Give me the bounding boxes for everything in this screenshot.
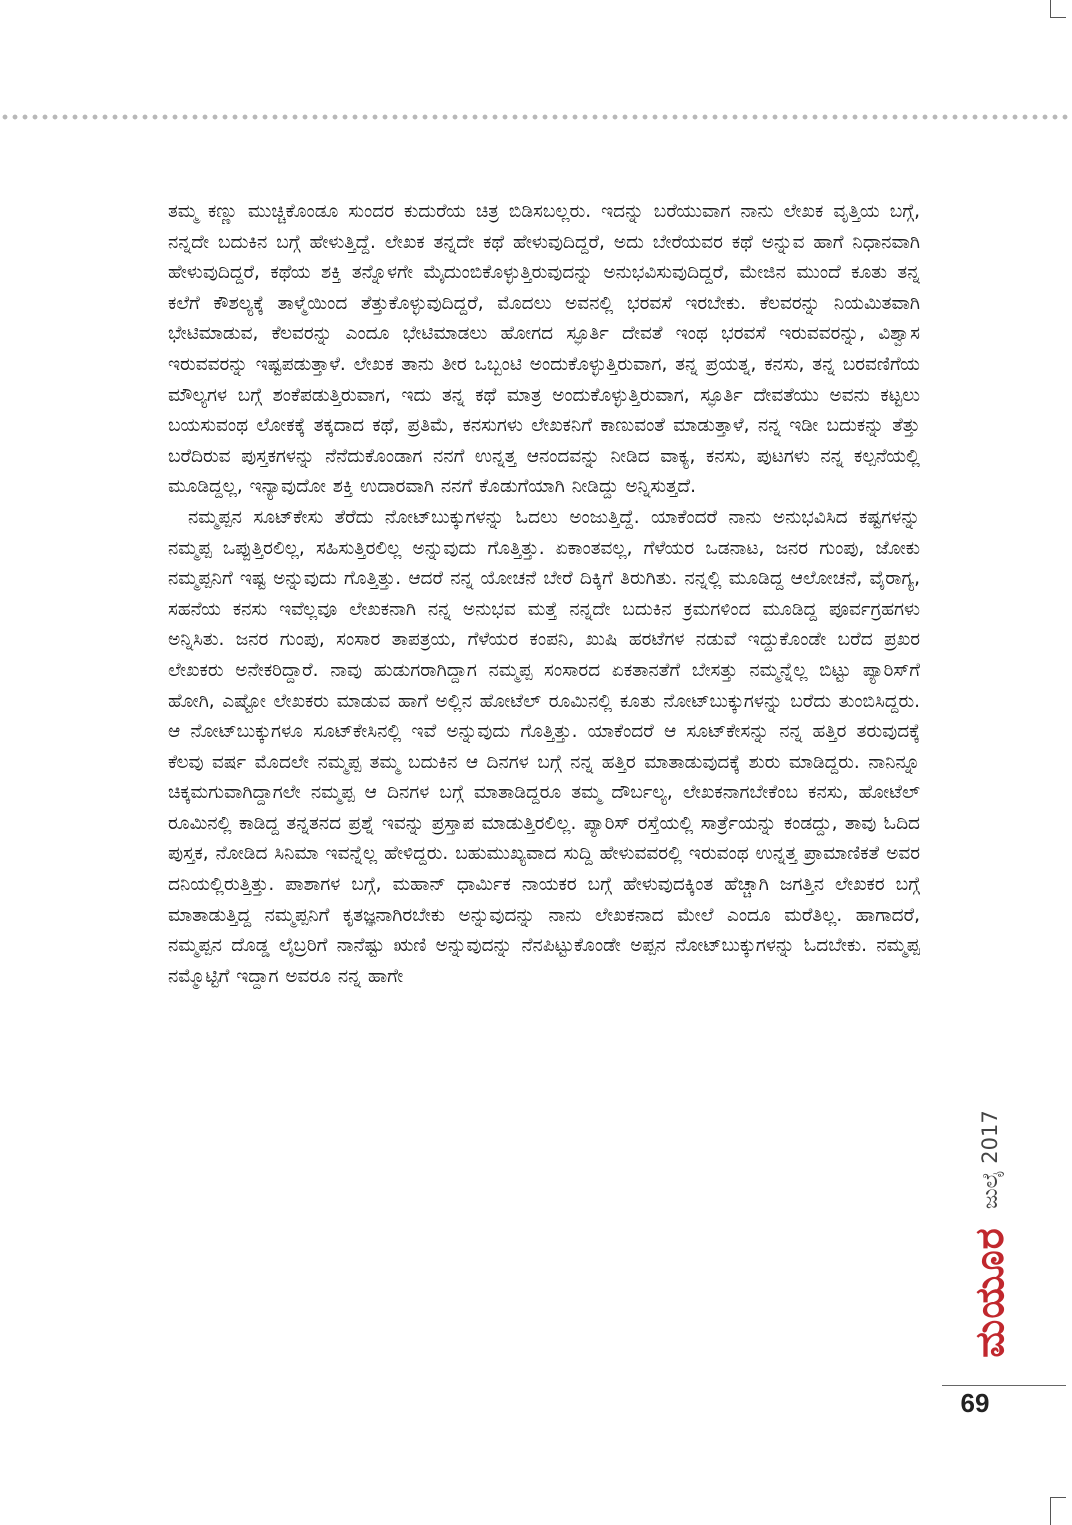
issue-date: ಜುಲೈ 2017	[977, 1110, 1002, 1210]
sidebar-rotated-group	[967, 1110, 1013, 1357]
crop-mark-top	[1050, 0, 1066, 18]
magazine-logo: ಮಯೂರ	[967, 1227, 1013, 1358]
dotted-divider	[0, 113, 1072, 121]
article-paragraph-2: ನಮ್ಮಪ್ಪನ ಸೂಟ್‌ಕೇಸು ತೆರೆದು ನೋಟ್‌ಬುಕ್ಕುಗಳನ್ನು ಓದಲು ಅಂಜುತ್ತಿದ್ದೆ. ಯಾಕೆಂದರೆ ನಾನು ಅನುಭವಿಸಿದ ಕಷ್ಟಗಳನ್ನು ನಮ್ಮಪ್ಪ ಒಪ್ಪುತ್ತಿರಲಿಲ್ಲ, ಸಹಿಸುತ್ತಿರಲಿಲ್ಲ ಅನ್ನುವುದು ಗೊತ್ತಿತ್ತು. ಏಕಾಂತವಲ್ಲ, ಗೆಳೆಯರ ಒಡನಾಟ, ಜನರ ಗುಂಪು, ಜೋಕು ನಮ್ಮಪ್ಪನಿಗೆ ಇಷ್ಟ ಅನ್ನುವುದು ಗೊತ್ತಿತ್ತು. ಆದರೆ ನನ್ನ ಯೋಚನೆ ಬೇರೆ ದಿಕ್ಕಿಗೆ ತಿರುಗಿತು. ನನ್ನಲ್ಲಿ ಮೂಡಿದ್ದ ಆಲೋಚನೆ, ವೈರಾಗ್ಯ, ಸಹನೆಯ ಕನಸು ಇವೆಲ್ಲವೂ ಲೇಖಕನಾಗಿ ನನ್ನ ಅನುಭವ ಮತ್ತೆ ನನ್ನದೇ ಬದುಕಿನ ಕ್ರಮಗಳಿಂದ ಮೂಡಿದ್ದ ಪೂರ್ವಗ್ರಹಗಳು ಅನ್ನಿಸಿತು. ಜನರ ಗುಂಪು, ಸಂಸಾರ ತಾಪತ್ರಯ, ಗೆಳೆಯರ ಕಂಪನಿ, ಖುಷಿ ಹರಟೆಗಳ ನಡುವೆ ಇದ್ದುಕೊಂಡೇ ಬರೆದ ಪ್ರಖರ ಲೇಖಕರು ಅನೇಕರಿದ್ದಾರೆ. ನಾವು ಹುಡುಗರಾಗಿದ್ದಾಗ ನಮ್ಮಪ್ಪ ಸಂಸಾರದ ಏಕತಾನತೆಗೆ ಬೇಸತ್ತು ನಮ್ಮನ್ನೆಲ್ಲ ಬಿಟ್ಟು ಪ್ಯಾರಿಸ್‌ಗೆ ಹೋಗಿ, ಎಷ್ಟೋ ಲೇಖಕರು ಮಾಡುವ ಹಾಗೆ ಅಲ್ಲಿನ ಹೋಟೆಲ್ ರೂಮಿನಲ್ಲಿ ಕೂತು ನೋಟ್‌ಬುಕ್ಕುಗಳನ್ನು ಬರೆದು ತುಂಬಿಸಿದ್ದರು. ಆ ನೋಟ್‌ಬುಕ್ಕುಗಳೂ ಸೂಟ್‌ಕೇಸಿನಲ್ಲಿ ಇವೆ ಅನ್ನುವುದು ಗೊತ್ತಿತ್ತು. ಯಾಕೆಂದರೆ ಆ ಸೂಟ್‌ಕೇಸನ್ನು ನನ್ನ ಹತ್ತಿರ ತರುವುದಕ್ಕೆ ಕೆಲವು ವರ್ಷ ಮೊದಲೇ ನಮ್ಮಪ್ಪ ತಮ್ಮ ಬದುಕಿನ ಆ ದಿನಗಳ ಬಗ್ಗೆ ನನ್ನ ಹತ್ತಿರ ಮಾತಾಡುವುದಕ್ಕೆ ಶುರು ಮಾಡಿದ್ದರು. ನಾನಿನ್ನೂ ಚಿಕ್ಕಮಗುವಾಗಿದ್ದಾಗಲೇ ನಮ್ಮಪ್ಪ ಆ ದಿನಗಳ ಬಗ್ಗೆ ಮಾತಾಡಿದ್ದರೂ ತಮ್ಮ ದೌರ್ಬಲ್ಯ, ಲೇಖಕನಾಗಬೇಕೆಂಬ ಕನಸು, ಹೋಟೆಲ್ ರೂಮಿನಲ್ಲಿ ಕಾಡಿದ್ದ ತನ್ನತನದ ಪ್ರಶ್ನೆ ಇವನ್ನು ಪ್ರಸ್ತಾಪ ಮಾಡುತ್ತಿರಲಿಲ್ಲ. ಪ್ಯಾರಿಸ್ ರಸ್ತೆಯಲ್ಲಿ ಸಾರ್ತ್ರೆಯನ್ನು ಕಂಡದ್ದು, ತಾವು ಓದಿದ ಪುಸ್ತಕ, ನೋಡಿದ ಸಿನಿಮಾ ಇವನ್ನೆಲ್ಲ ಹೇಳಿದ್ದರು. ಬಹುಮುಖ್ಯವಾದ ಸುದ್ದಿ ಹೇಳುವವರಲ್ಲಿ ಇರುವಂಥ ಉನ್ನತ್ತ ಪ್ರಾಮಾಣಿಕತೆ ಅವರ ದನಿಯಲ್ಲಿರುತ್ತಿತ್ತು. ಪಾಶಾಗಳ ಬಗ್ಗೆ, ಮಹಾನ್ ಧಾರ್ಮಿಕ ನಾಯಕರ ಬಗ್ಗೆ ಹೇಳುವುದಕ್ಕಿಂತ ಹೆಚ್ಚಾಗಿ ಜಗತ್ತಿನ ಲೇಖಕರ ಬಗ್ಗೆ ಮಾತಾಡುತ್ತಿದ್ದ ನಮ್ಮಪ್ಪನಿಗೆ ಕೃತಜ್ಞನಾಗಿರಬೇಕು ಅನ್ನುವುದನ್ನು ನಾನು ಲೇಖಕನಾದ ಮೇಲೆ ಎಂದೂ ಮರೆತಿಲ್ಲ. ಹಾಗಾದರೆ, ನಮ್ಮಪ್ಪನ ದೊಡ್ಡ ಲೈಬ್ರರಿಗೆ ನಾನೆಷ್ಟು ಋಣಿ ಅನ್ನುವುದನ್ನು ನೆನಪಿಟ್ಟುಕೊಂಡೇ ಅಪ್ಪನ ನೋಟ್‌ಬುಕ್ಕುಗಳನ್ನು ಓದಬೇಕು. ನಮ್ಮಪ್ಪ ನಮ್ಮೊಟ್ಟಿಗೆ ಇದ್ದಾಗ ಅವರೂ ನನ್ನ ಹಾಗೇ	[168, 506, 920, 987]
page-number: 69	[960, 1388, 990, 1418]
article-body	[168, 197, 920, 1397]
magazine-sidebar	[940, 1110, 1040, 1370]
page-number-rule	[942, 1385, 1066, 1386]
article-paragraph-1: ತಮ್ಮ ಕಣ್ಣು ಮುಚ್ಚಿಕೊಂಡೂ ಸುಂದರ ಕುದುರೆಯ ಚಿತ್ರ ಬಿಡಿಸಬಲ್ಲರು. ಇದನ್ನು ಬರೆಯುವಾಗ ನಾನು ಲೇಖಕ ವೃತ್ತಿಯ ಬಗ್ಗೆ, ನನ್ನದೇ ಬದುಕಿನ ಬಗ್ಗೆ ಹೇಳುತ್ತಿದ್ದೆ. ಲೇಖಕ ತನ್ನದೇ ಕಥೆ ಹೇಳುವುದಿದ್ದರೆ, ಅದು ಬೇರೆಯವರ ಕಥೆ ಅನ್ನುವ ಹಾಗೆ ನಿಧಾನವಾಗಿ ಹೇಳುವುದಿದ್ದರೆ, ಕಥೆಯ ಶಕ್ತಿ ತನ್ನೊಳಗೇ ಮೈದುಂಬಿಕೊಳ್ಳುತ್ತಿರುವುದನ್ನು ಅನುಭವಿಸುವುದಿದ್ದರೆ, ಮೇಜಿನ ಮುಂದೆ ಕೂತು ತನ್ನ ಕಲೆಗೆ ಕೌಶಲ್ಯಕ್ಕೆ ತಾಳ್ಮೆಯಿಂದ ತೆತ್ತುಕೊಳ್ಳುವುದಿದ್ದರೆ, ಮೊದಲು ಅವನಲ್ಲಿ ಭರವಸೆ ಇರಬೇಕು. ಕೆಲವರನ್ನು ನಿಯಮಿತವಾಗಿ ಭೇಟಿಮಾಡುವ, ಕೆಲವರನ್ನು ಎಂದೂ ಭೇಟಿಮಾಡಲು ಹೋಗದ ಸ್ಫೂರ್ತಿ ದೇವತೆ ಇಂಥ ಭರವಸೆ ಇರುವವರನ್ನು, ವಿಶ್ವಾಸ ಇರುವವರನ್ನು ಇಷ್ಟಪಡುತ್ತಾಳೆ. ಲೇಖಕ ತಾನು ತೀರ ಒಬ್ಬಂಟಿ ಅಂದುಕೊಳ್ಳುತ್ತಿರುವಾಗ, ತನ್ನ ಪ್ರಯತ್ನ, ಕನಸು, ತನ್ನ ಬರವಣಿಗೆಯ ಮೌಲ್ಯಗಳ ಬಗ್ಗೆ ಶಂಕೆಪಡುತ್ತಿರುವಾಗ, ಇದು ತನ್ನ ಕಥೆ ಮಾತ್ರ ಅಂದುಕೊಳ್ಳುತ್ತಿರುವಾಗ, ಸ್ಫೂರ್ತಿ ದೇವತೆಯು ಅವನು ಕಟ್ಟಲು ಬಯಸುವಂಥ ಲೋಕಕ್ಕೆ ತಕ್ಕದಾದ ಕಥೆ, ಪ್ರತಿಮೆ, ಕನಸುಗಳು ಲೇಖಕನಿಗೆ ಕಾಣುವಂತೆ ಮಾಡುತ್ತಾಳೆ, ನನ್ನ ಇಡೀ ಬದುಕನ್ನು ತೆತ್ತು ಬರೆದಿರುವ ಪುಸ್ತಕಗಳನ್ನು ನೆನೆದುಕೊಂಡಾಗ ನನಗೆ ಉನ್ನತ್ತ ಆನಂದವನ್ನು ನೀಡಿದ ವಾಕ್ಯ, ಕನಸು, ಪುಟಗಳು ನನ್ನ ಕಲ್ಪನೆಯಲ್ಲಿ ಮೂಡಿದ್ದಲ್ಲ, ಇನ್ಯಾವುದೋ ಶಕ್ತಿ ಉದಾರವಾಗಿ ನನಗೆ ಕೊಡುಗೆಯಾಗಿ ನೀಡಿದ್ದು ಅನ್ನಿಸುತ್ತದೆ.	[168, 201, 920, 498]
crop-mark-bottom	[1050, 1497, 1066, 1525]
